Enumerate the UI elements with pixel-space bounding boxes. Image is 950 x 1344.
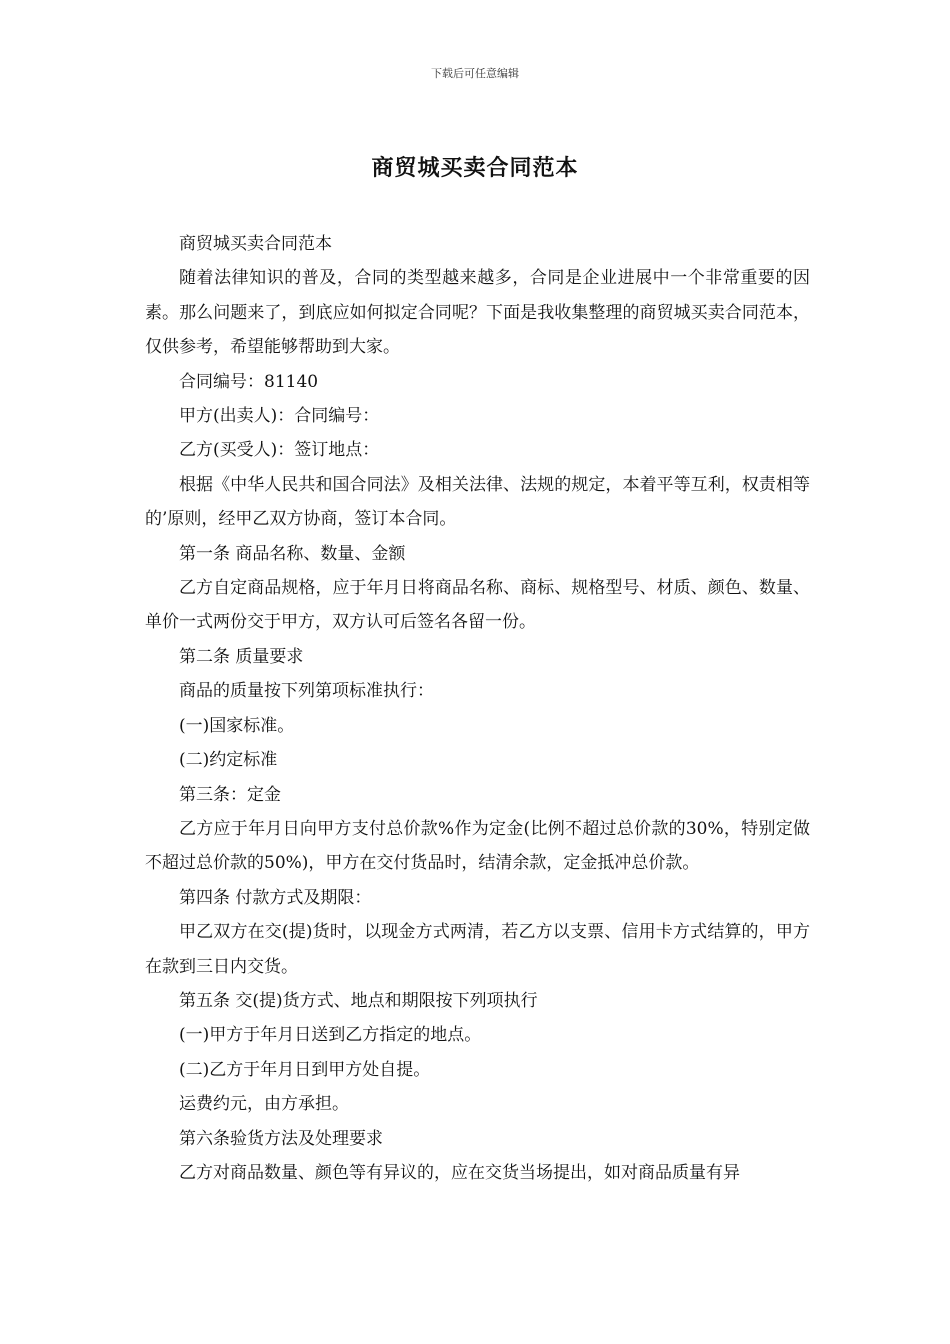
paragraph: 甲乙双方在交(提)货时，以现金方式两清，若乙方以支票、信用卡方式结算的，甲方在款到三日内交货。: [145, 922, 810, 977]
paragraph: (二)约定标准: [179, 750, 278, 771]
paragraph: 第一条 商品名称、数量、金额: [179, 543, 406, 564]
paragraph: 第六条验货方法及处理要求: [179, 1128, 383, 1149]
paragraph: 甲方(出卖人)：合同编号：: [179, 406, 380, 427]
paragraph: 随着法律知识的普及，合同的类型越来越多，合同是企业进展中一个非常重要的因素。那么问题来了，到底应如何拟定合同呢？下面是我收集整理的商贸城买卖合同范本，仅供参考，希望能够帮助到大家。: [145, 268, 810, 358]
paragraph: 乙方自定商品规格，应于年月日将商品名称、商标、规格型号、材质、颜色、数量、单价一式两份交于甲方，双方认可后签名各留一份。: [145, 578, 810, 633]
paragraph: 第三条：定金: [179, 784, 281, 805]
paragraph: 第四条 付款方式及期限：: [179, 887, 372, 908]
paragraph: 第五条 交(提)货方式、地点和期限按下列项执行: [179, 990, 538, 1011]
paragraph: (一)国家标准。: [179, 715, 295, 736]
document-title: 商贸城买卖合同范本: [371, 155, 579, 181]
paragraph: 合同编号：81140: [179, 371, 319, 392]
paragraph: 商品的质量按下列第项标准执行：: [179, 681, 434, 702]
paragraph: 根据《中华人民共和国合同法》及相关法律、法规的规定，本着平等互利，权责相等的’原则，经甲乙双方协商，签订本合同。: [145, 474, 810, 530]
paragraph: 乙方应于年月日向甲方支付总价款%作为定金(比例不超过总价款的30%，特别定做不超过总价款的50%)，甲方在交付货品时，结清余款，定金抵冲总价款。: [145, 818, 810, 874]
paragraph: 第二条 质量要求: [179, 646, 304, 667]
paragraph: 乙方对商品数量、颜色等有异议的，应在交货当场提出，如对商品质量有异: [179, 1162, 740, 1183]
paragraph: (一)甲方于年月日送到乙方指定的地点。: [179, 1025, 482, 1046]
paragraph: (二)乙方于年月日到甲方处自提。: [179, 1059, 431, 1080]
document-body: [145, 227, 810, 1190]
paragraph: 乙方(买受人)：签订地点：: [179, 440, 380, 461]
paragraph: 运费约元，由方承担。: [179, 1094, 349, 1115]
header-note: 下载后可任意编辑: [431, 67, 519, 80]
paragraph: 商贸城买卖合同范本: [179, 234, 332, 254]
